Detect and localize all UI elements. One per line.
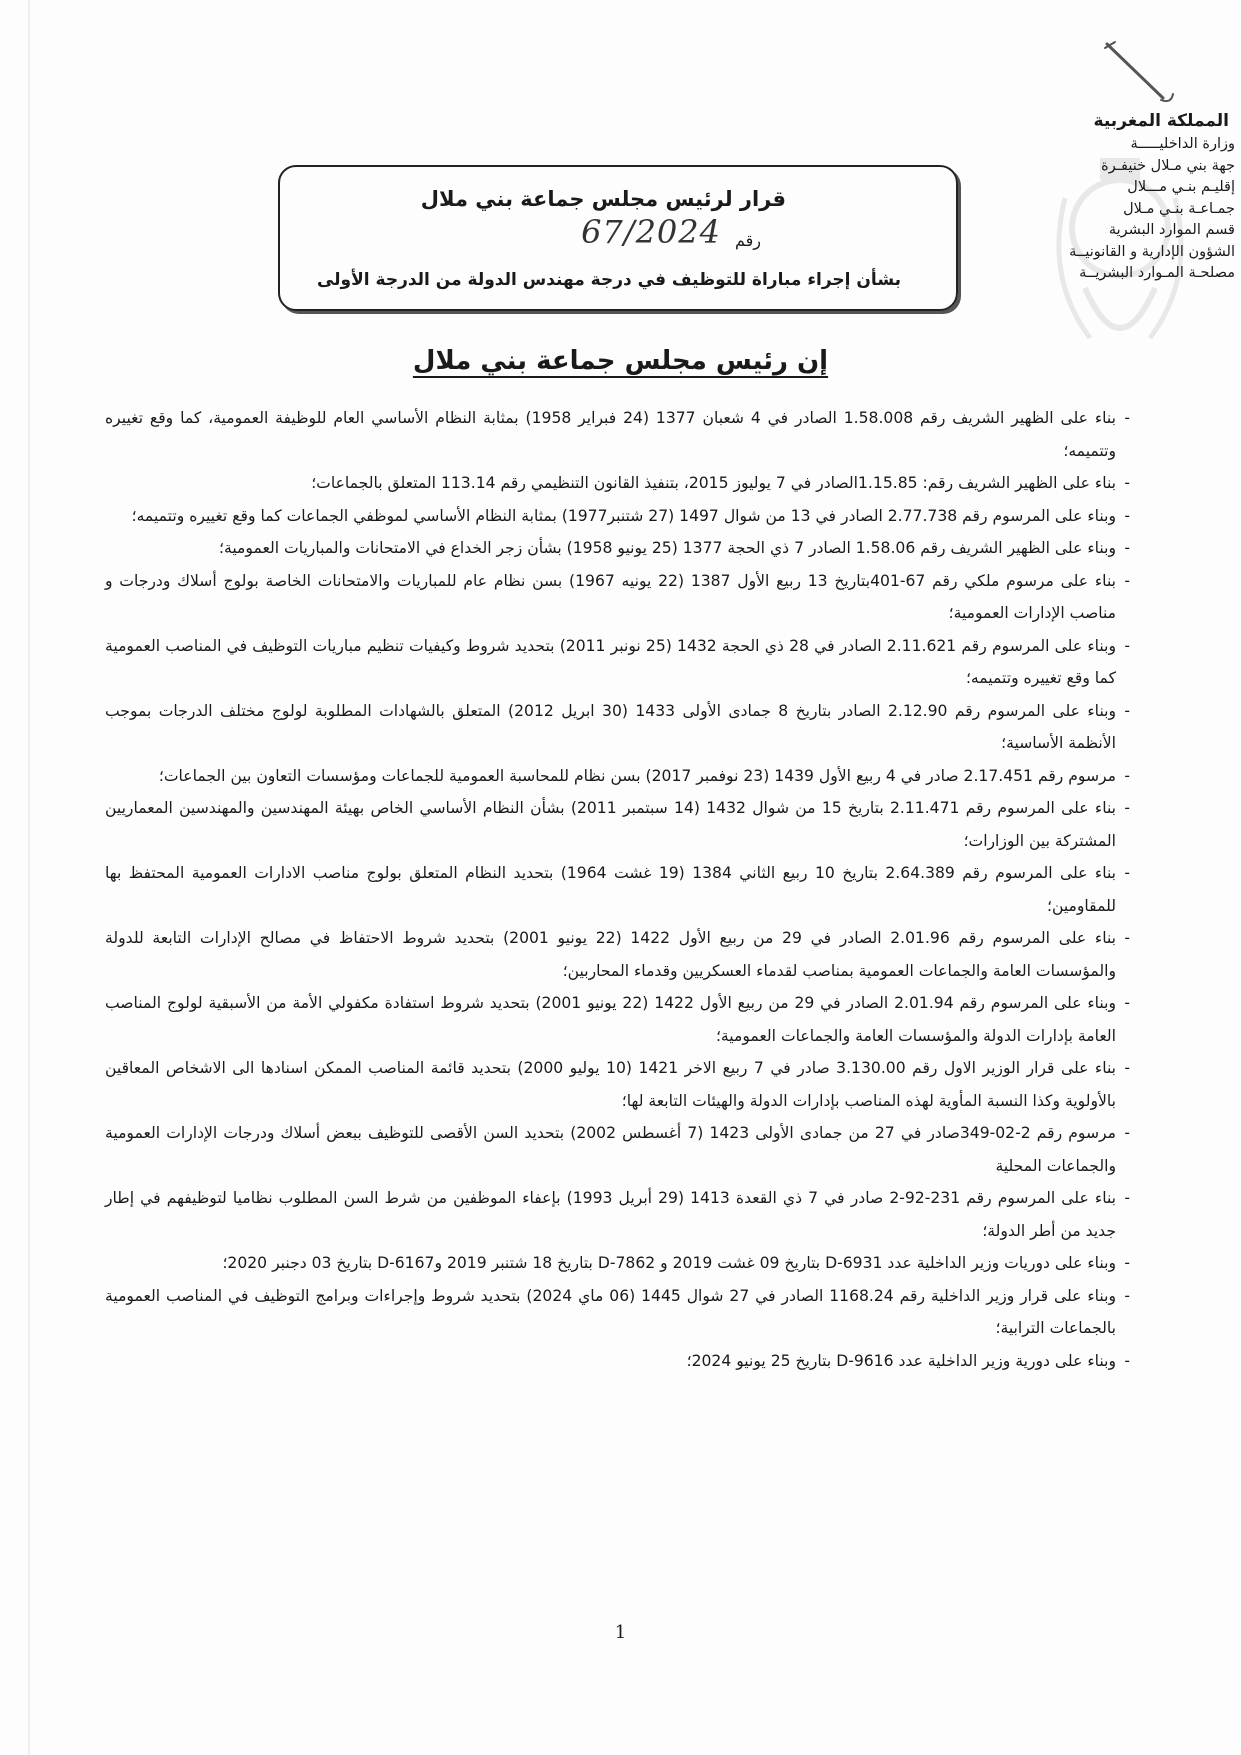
- list-item: - بناء على الظهير الشريف رقم 1.58.008 الصادر في 4 شعبان 1377 (24 فبراير 1958) بمثابة النظام الأساسي العام للوظيفة العمومية، كما وقع تغييره وتتميمه؛: [105, 402, 1130, 467]
- letterhead-kingdom: المملكة المغربية: [1093, 111, 1229, 131]
- list-item: - بناء على قرار الوزير الاول رقم 3.130.00 صادر في 7 ربيع الاخر 1421 (10 يوليو 2000) بتحديد قائمة المناصب الممكن اسنادها الى الاشخاص المعاقين بالأولوية وكذا النسبة المأوية لهذه المناصب بإدارات الدولة والهيئات التابعة لها؛: [105, 1052, 1130, 1117]
- list-item: - وبناء على المرسوم رقم 2.12.90 الصادر بتاريخ 8 جمادى الأولى 1433 (30 ابريل 2012) المتعلق بالشهادات المطلوبة لولوج مختلف الدرجات بموجب الأنظمة الأساسية؛: [105, 695, 1130, 760]
- decision-number-handwritten: 67/2024: [581, 213, 721, 251]
- letterhead-province: إقليـم بنـي مـــلال: [1127, 179, 1235, 195]
- list-item: - وبناء على المرسوم رقم 2.77.738 الصادر في 13 من شوال 1497 (27 شتنبر1977) بمثابة النظام الأساسي لموظفي الجماعات كما وقع تغييره وتتميمه؛: [105, 500, 1130, 533]
- letterhead-affairs: الشؤون الإدارية و القانونيــة: [1069, 243, 1235, 260]
- decision-title-box: [278, 165, 958, 311]
- list-item: - وبناء على الظهير الشريف رقم 1.58.06 الصادر 7 ذي الحجة 1377 (25 يونيو 1958) بشأن زجر الخداع في الامتحانات والمباريات العمومية؛: [105, 532, 1130, 565]
- list-item: - وبناء على المرسوم رقم 2.11.621 الصادر في 28 ذي الحجة 1432 (25 نونبر 2011) بتحديد شروط وكيفيات تنظيم مباريات التوظيف في المناصب العمومية كما وقع تغييره وتتميمه؛: [105, 630, 1130, 695]
- letterhead-region: جهة بني مـلال خنيفـرة: [1101, 157, 1235, 174]
- letterhead-commune: جمـاعـة بنـي مـلال: [1123, 200, 1235, 217]
- decision-number-label: رقم: [734, 231, 761, 250]
- list-item: - وبناء على المرسوم رقم 2.01.94 الصادر في 29 من ربيع الأول 1422 (22 يونيو 2001) بتحديد شروط استفادة مكفولي الأمة من الأسبقية لولوج المناصب العامة بإدارات الدولة والمؤسسات العامة والجماعات العمومية؛: [105, 987, 1130, 1052]
- scan-edge: [28, 0, 30, 1755]
- list-item: - مرسوم رقم 2.17.451 صادر في 4 ربيع الأول 1439 (23 نوفمبر 2017) بسن نظام للمحاسبة العمومية للجماعات ومؤسسات التعاون بين الجماعات؛: [105, 760, 1130, 793]
- list-item: - وبناء على قرار وزير الداخلية رقم 1168.24 الصادر في 27 شوال 1445 (06 ماي 2024) بتحديد شروط وإجراءات وبرامج التوظيف في المناصب العمومية بالجماعات الترابية؛: [105, 1280, 1130, 1345]
- list-item: - بناء على المرسوم رقم 2.11.471 بتاريخ 15 من شوال 1432 (14 سبتمبر 2011) بشأن النظام الأساسي الخاص بهيئة المهندسين والمهندسين المعماريين المشتركة بين الوزارات؛: [105, 792, 1130, 857]
- letterhead: [1010, 108, 1235, 285]
- pen-stroke-mark: [1101, 38, 1181, 108]
- letterhead-service: مصلحـة المـوارد البشريــة: [1079, 265, 1235, 281]
- decision-title: قرار لرئيس مجلس جماعة بني ملال: [420, 187, 786, 211]
- list-item: - بناء على المرسوم رقم 231-92-2 صادر في 7 ذي القعدة 1413 (29 أبريل 1993) بإعفاء الموظفين من شرط السن المطلوب نظاميا لتوظيفهم في إطار جديد من أطر الدولة؛: [105, 1182, 1130, 1247]
- page-title: [0, 346, 1241, 376]
- list-item: - بناء على المرسوم رقم 2.64.389 بتاريخ 10 ربيع الثاني 1384 (19 غشت 1964) بتحديد النظام المتعلق بولوج مناصب الادارات العمومية المحتفظ بها للمقاومين؛: [105, 857, 1130, 922]
- legal-references-list: [105, 402, 1130, 1377]
- page-title-text: إن رئيس مجلس جماعة بني ملال: [412, 346, 829, 376]
- page-number: 1: [614, 1622, 627, 1643]
- list-item: - بناء على المرسوم رقم 2.01.96 الصادر في 29 من ربيع الأول 1422 (22 يونيو 2001) بتحديد شروط الاحتفاظ في مصالح الإدارات التابعة للدولة والمؤسسات العامة والجماعات العمومية بمناصب لقدماء العسكريين وقدماء المحاربين؛: [105, 922, 1130, 987]
- list-item: - وبناء على دورية وزير الداخلية عدد D-9616 بتاريخ 25 يونيو 2024؛: [105, 1345, 1130, 1378]
- list-item: - بناء على مرسوم ملكي رقم 67-401بتاريخ 13 ربيع الأول 1387 (22 يونيه 1967) بسن نظام عام للمباريات والامتحانات الخاصة بولوج أسلاك ودرجات و مناصب الإدارات العمومية؛: [105, 565, 1130, 630]
- decision-subject: بشأن إجراء مباراة للتوظيف في درجة مهندس الدولة من الدرجة الأولى: [316, 270, 901, 290]
- list-item: - مرسوم رقم 2-02-349صادر في 27 من جمادى الأولى 1423 (7 أغسطس 2002) بتحديد السن الأقصى للتوظيف ببعض أسلاك ودرجات الإدارات العمومية والجماعات المحلية: [105, 1117, 1130, 1182]
- letterhead-division: قسم الموارد البشرية: [1108, 222, 1235, 238]
- letterhead-ministry: وزارة الداخليـــــة: [1130, 136, 1235, 152]
- list-item: - وبناء على دوريات وزير الداخلية عدد D-6931 بتاريخ 09 غشت 2019 و D-7862 بتاريخ 18 شتنبر 2019 وD-6167 بتاريخ 03 دجنبر 2020؛: [105, 1247, 1130, 1280]
- list-item: - بناء على الظهير الشريف رقم: 1.15.85الصادر في 7 يوليوز 2015، بتنفيذ القانون التنظيمي رقم 113.14 المتعلق بالجماعات؛: [105, 467, 1130, 500]
